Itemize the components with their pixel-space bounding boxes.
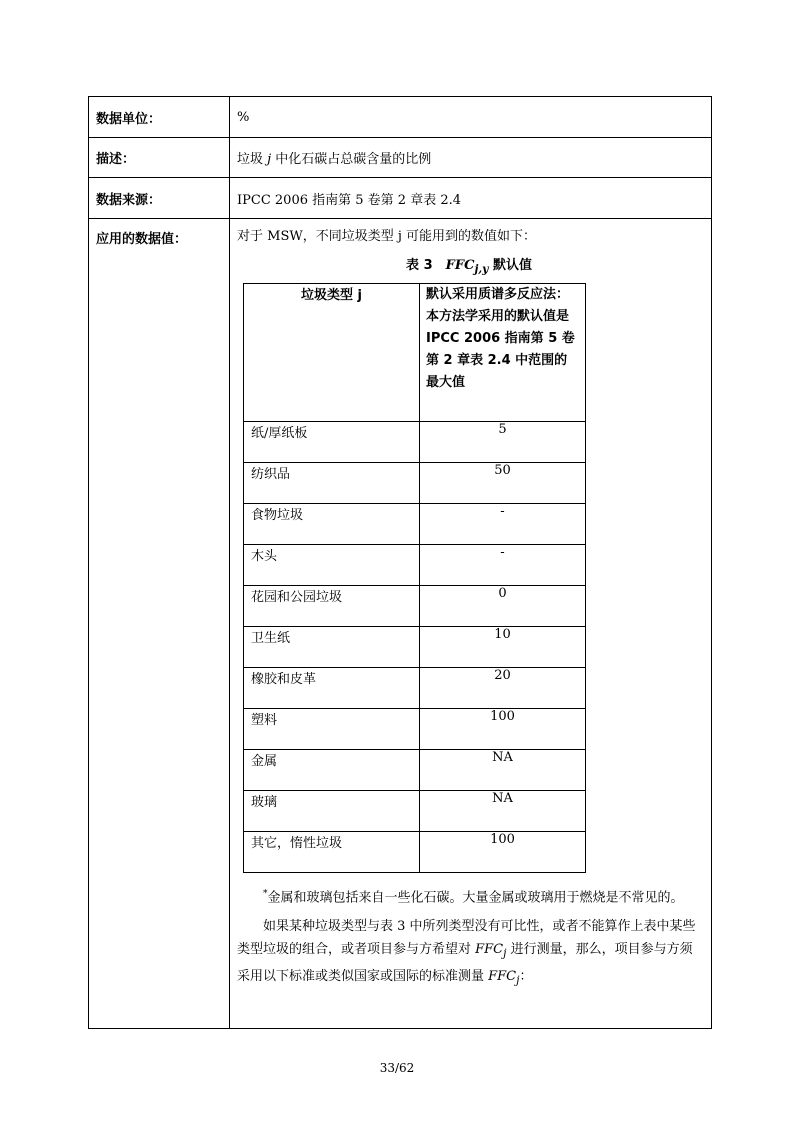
- description-post: 中化石碳占总碳含量的比例: [271, 152, 432, 167]
- parameter-table: [88, 96, 712, 1029]
- header-default-value: 默认采用质谱多反应法：本方法学采用的默认值是 IPCC 2006 指南第 5 卷第 2 章表 2.4 中范围的最大值: [420, 283, 586, 421]
- table-row: [244, 749, 586, 790]
- para-sub1: j: [503, 946, 507, 960]
- default-value-cell: NA: [420, 749, 586, 790]
- waste-type-cell: 纸/厚纸板: [244, 421, 420, 462]
- para-part1: 如果某种垃圾类型与表 3 中所列类型没有可比性，或者不能算作上表中某些类型垃圾的组合，或者项目参与方希望对: [237, 918, 696, 957]
- default-value-cell: 5: [420, 421, 586, 462]
- table-row: [244, 626, 586, 667]
- waste-type-cell: 橡胶和皮革: [244, 667, 420, 708]
- waste-type-cell: 纺织品: [244, 462, 420, 503]
- waste-type-cell: 食物垃圾: [244, 503, 420, 544]
- para-sub2: j: [516, 973, 520, 987]
- default-value-cell: 20: [420, 667, 586, 708]
- default-value-cell: 0: [420, 585, 586, 626]
- footnote-mark: *: [263, 888, 268, 899]
- inner-table-body: [244, 421, 586, 872]
- table-row: [244, 831, 586, 872]
- default-value-cell: -: [420, 503, 586, 544]
- default-value-cell: NA: [420, 790, 586, 831]
- description-value: [230, 138, 712, 178]
- default-value-cell: 100: [420, 708, 586, 749]
- waste-type-cell: 其它，惰性垃圾: [244, 831, 420, 872]
- table-row: [244, 667, 586, 708]
- row-description: [89, 138, 712, 178]
- row-data-unit: [89, 97, 712, 138]
- applied-values-label: 应用的数据值：: [89, 219, 230, 1029]
- para-var2: FFC: [488, 968, 517, 984]
- table-row: [244, 462, 586, 503]
- description-label: 描述：: [89, 138, 230, 178]
- table-row: [244, 708, 586, 749]
- measurement-paragraph: [237, 915, 701, 991]
- waste-type-cell: 卫生纸: [244, 626, 420, 667]
- data-unit-label: 数据单位：: [89, 97, 230, 138]
- waste-type-cell: 花园和公园垃圾: [244, 585, 420, 626]
- inner-table-header: [244, 283, 586, 421]
- caption-suffix: 默认值: [488, 258, 532, 273]
- row-applied-values: [89, 219, 712, 1029]
- default-value-cell: 50: [420, 462, 586, 503]
- default-value-cell: 100: [420, 831, 586, 872]
- footnote-text: 金属和玻璃包括来自一些化石碳。大量金属或玻璃用于燃烧是不常见的。: [267, 889, 684, 905]
- waste-type-cell: 金属: [244, 749, 420, 790]
- page-number: 33/62: [379, 1061, 415, 1075]
- table-row: [244, 790, 586, 831]
- description-pre: 垃圾: [237, 152, 268, 167]
- caption-sub: j,y: [474, 262, 489, 276]
- table-row: [244, 585, 586, 626]
- waste-type-cell: 玻璃: [244, 790, 420, 831]
- data-unit-value: %: [230, 97, 712, 138]
- caption-var: FFC: [445, 258, 475, 273]
- para-part2: 进行测量，那么，项目参与方须采用以下标准或类似国家或国际的标准测量: [237, 941, 693, 984]
- default-value-cell: -: [420, 544, 586, 585]
- description-var: j: [267, 152, 272, 167]
- data-source-label: 数据来源：: [89, 178, 230, 219]
- intro-text: 对于 MSW，不同垃圾类型 j 可能用到的数值如下：: [237, 229, 537, 244]
- waste-type-cell: 木头: [244, 544, 420, 585]
- row-data-source: [89, 178, 712, 219]
- footnote: [237, 883, 701, 909]
- header-waste-type: 垃圾类型 j: [244, 283, 420, 421]
- applied-values-content: [230, 219, 712, 1029]
- data-source-value: IPCC 2006 指南第 5 卷第 2 章表 2.4: [230, 178, 712, 219]
- default-value-cell: 10: [420, 626, 586, 667]
- table-caption: [237, 254, 701, 276]
- para-var1: FFC: [475, 941, 504, 957]
- caption-prefix: 表 3: [406, 258, 446, 273]
- table-row: [244, 544, 586, 585]
- table-row: [244, 503, 586, 544]
- table-row: [244, 421, 586, 462]
- waste-type-cell: 塑料: [244, 708, 420, 749]
- para-part3: ：: [519, 968, 533, 984]
- ffc-default-table: [243, 283, 586, 873]
